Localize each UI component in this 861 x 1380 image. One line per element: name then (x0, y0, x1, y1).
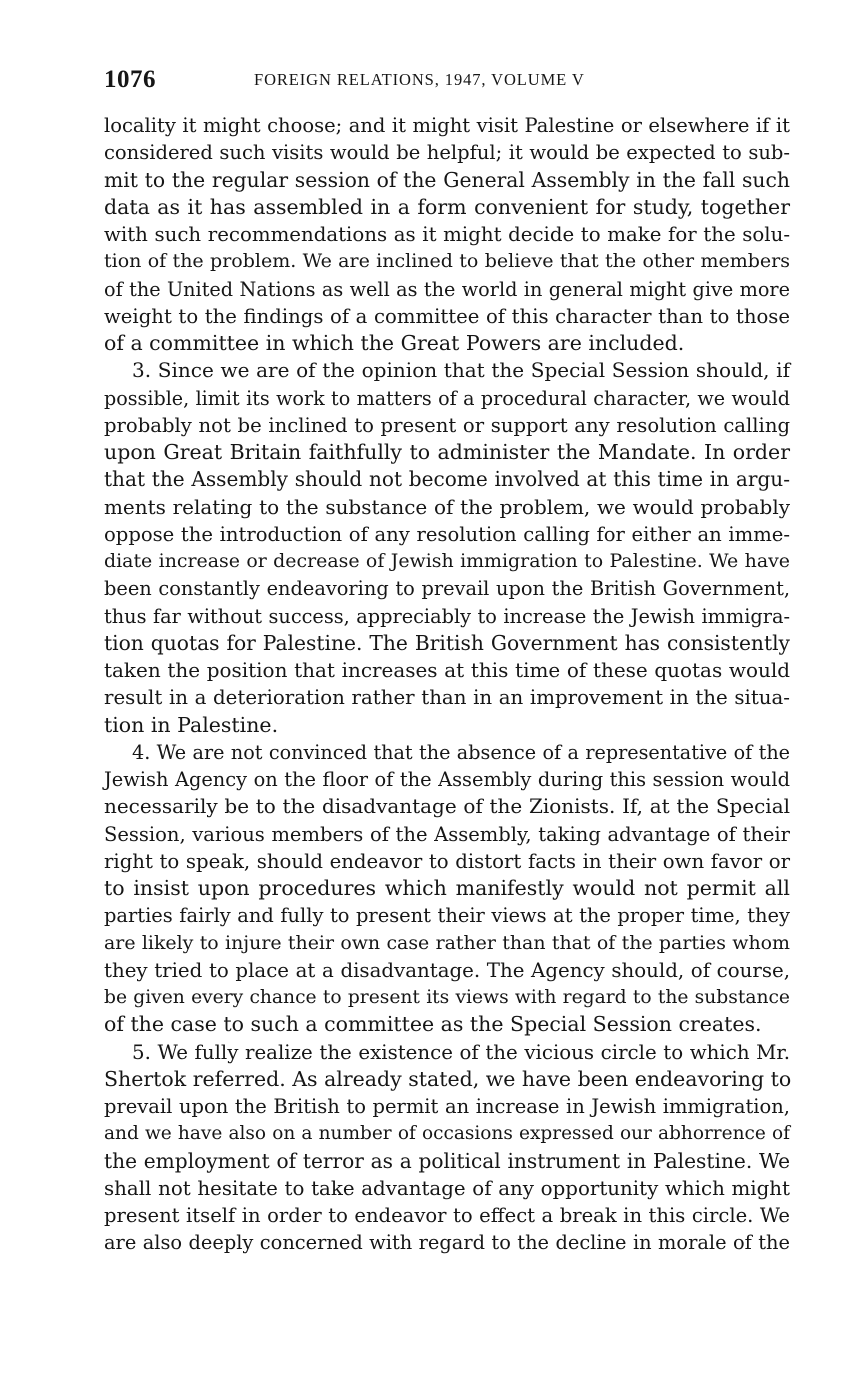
text-line: of the United Nations as well as the world in general might give more (104, 277, 790, 301)
text-line: 5. We fully realize the existence of the vicious circle to which Mr. (132, 1040, 790, 1064)
text-line: result in a deterioration rather than in an improvement in the situa- (104, 686, 790, 710)
text-line: thus far without success, appreciably to increase the Jewish immigra- (104, 604, 790, 628)
text-line: weight to the findings of a committee of this character than to those (104, 304, 790, 328)
text-line: Session, various members of the Assembly, taking advantage of their (104, 822, 790, 846)
paragraph-continuation (104, 112, 790, 357)
text-line: present itself in order to endeavor to effect a break in this circle. We (104, 1204, 790, 1227)
text-line: ments relating to the substance of the problem, we would probably (104, 494, 790, 519)
text-line: of a committee in which the Great Powers are included. (104, 331, 685, 355)
paragraph-4 (104, 739, 790, 1039)
text-line: tion in Palestine. (104, 712, 279, 737)
text-line: necessarily be to the disadvantage of the Zionists. If, at the Special (104, 794, 790, 819)
text-line: be given every chance to present its views with regard to the substance (104, 987, 790, 1008)
text-line: to insist upon procedures which manifestly would not permit all (104, 876, 790, 900)
paragraph-5 (104, 1039, 790, 1257)
text-line: oppose the introduction of any resolution calling for either an imme- (104, 522, 790, 546)
text-line: data as it has assembled in a form convenient for study, together (104, 194, 790, 219)
text-line: and we have also on a number of occasions expressed our abhorrence of (104, 1123, 790, 1145)
text-line: that the Assembly should not become involved at this time in argu- (104, 467, 790, 492)
text-line: shall not hesitate to take advantage of any opportunity which might (104, 1176, 790, 1200)
text-line: parties fairly and fully to present their views at the proper time, they (104, 904, 790, 928)
text-line: mit to the regular session of the General Assembly in the fall such (104, 167, 790, 192)
text-line: 4. We are not convinced that the absence of a representative of the (132, 740, 790, 764)
text-line: Jewish Agency on the floor of the Assembly during this session would (104, 768, 790, 791)
text-line: right to speak, should endeavor to distort facts in their own favor or (104, 849, 790, 873)
text-line: locality it might choose; and it might visit Palestine or elsewhere if it (104, 114, 790, 137)
text-line: of the case to such a committee as the Special Session creates. (104, 1012, 762, 1037)
text-line: with such recommendations as it might decide to make for the solu- (104, 223, 790, 246)
text-line: they tried to place at a disadvantage. The Agency should, of course, (104, 958, 790, 982)
text-line: diate increase or decrease of Jewish immigration to Palestine. We have (104, 550, 790, 572)
running-head (104, 62, 790, 98)
text-line: tion of the problem. We are inclined to believe that the other members (104, 250, 790, 273)
paragraph-3 (104, 357, 790, 739)
text-line: been constantly endeavoring to prevail upon the British Government, (104, 577, 790, 601)
text-line: 3. Since we are of the opinion that the Special Session should, if (132, 358, 790, 383)
text-line: are also deeply concerned with regard to the decline in morale of the (104, 1231, 790, 1255)
page-number: 1076 (104, 66, 156, 93)
text-line: probably not be inclined to present or support any resolution calling (104, 413, 790, 437)
running-title: FOREIGN RELATIONS, 1947, VOLUME V (254, 70, 585, 89)
body-text (104, 112, 790, 1257)
text-line: taken the position that increases at this time of these quotas would (104, 658, 790, 682)
text-line: are likely to injure their own case rather than that of the parties whom (104, 931, 790, 954)
text-line: tion quotas for Palestine. The British Government has consistently (104, 630, 790, 655)
text-line: prevail upon the British to permit an increase in Jewish immigration, (104, 1095, 790, 1118)
text-line: Shertok referred. As already stated, we have been endeavoring to (104, 1066, 792, 1091)
text-line: possible, limit its work to matters of a procedural character, we would (104, 386, 790, 410)
text-line: considered such visits would be helpful; it would be expected to sub- (104, 141, 790, 165)
text-line: upon Great Britain faithfully to administer the Mandate. In order (104, 440, 790, 464)
text-line: the employment of terror as a political instrument in Palestine. We (104, 1148, 790, 1173)
